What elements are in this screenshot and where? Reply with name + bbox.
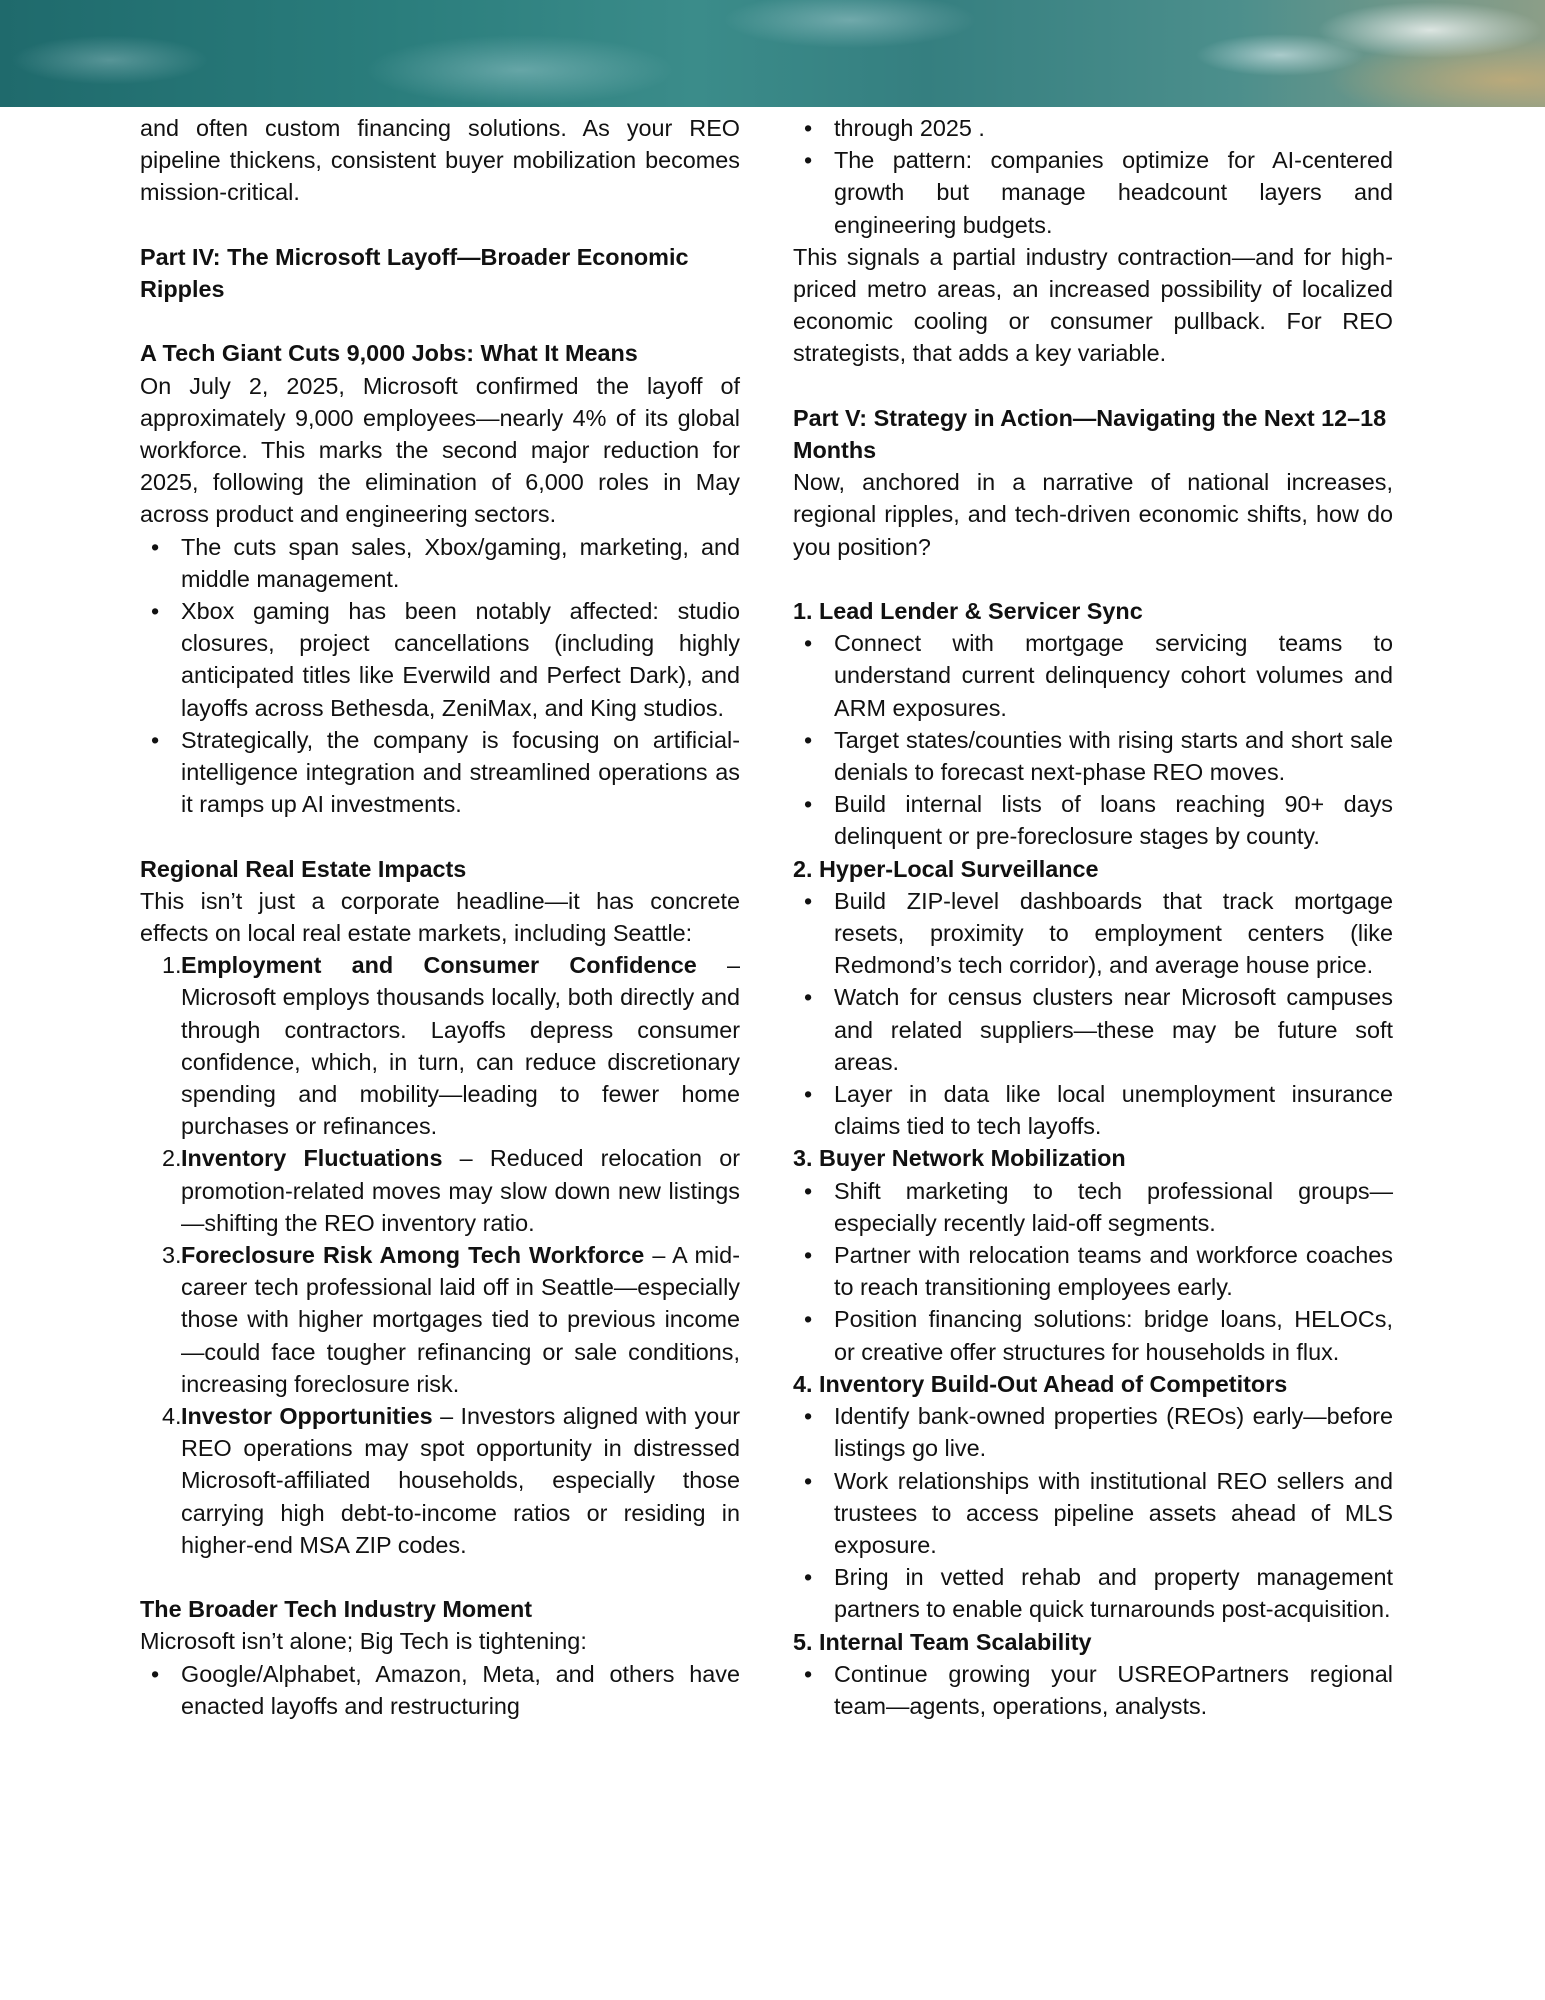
list-item: • Work relationships with institutional REO sellers and trustees to access pipeline assets ahead of MLS exposure. <box>793 1465 1393 1562</box>
list-item: 4. Investor Opportunities – Investors aligned with your REO operations may spot opportunity in distressed Microsoft-affiliated households, especially those carrying high debt-to-income ratios or residing in higher-end MSA ZIP codes. <box>162 1403 741 1558</box>
list-item: 2. Inventory Fluctuations – Reduced relocation or promotion-related moves may slow down new listings—shifting the REO inventory ratio. <box>162 1145 740 1236</box>
broader-tech-list <box>140 1658 740 1722</box>
list-item: • The pattern: companies optimize for AI-centered growth but manage headcount layers and engineering budgets. <box>793 144 1393 241</box>
list-item: • Layer in data like local unemployment insurance claims tied to tech layoffs. <box>793 1078 1393 1142</box>
list-item: • Google/Alphabet, Amazon, Meta, and others have enacted layoffs and restructuring <box>140 1658 740 1722</box>
list-item: • Build ZIP-level dashboards that track mortgage resets, proximity to employment centers (like Redmond’s tech corridor), and average house price. <box>793 885 1393 982</box>
list-item: • Strategically, the company is focusing on artificial-intelligence integration and streamlined operations as it ramps up AI investments. <box>140 724 740 821</box>
list-item: • Xbox gaming has been notably affected: studio closures, project cancellations (including highly anticipated titles like Everwild and Perfect Dark), and layoffs across Bethesda, ZeniMax, and King studios. <box>140 595 740 724</box>
part-v-heading: Part V: Strategy in Action—Navigating the Next 12–18 Months <box>793 404 1387 464</box>
list-item: • Target states/counties with rising starts and short sale denials to forecast next-phase REO moves. <box>793 724 1393 788</box>
section-heading: 1. Lead Lender & Servicer Sync <box>793 598 1143 625</box>
list-item: • through 2025 . <box>793 112 1393 144</box>
section-list <box>793 1175 1393 1368</box>
regional-impacts-list <box>140 949 740 1561</box>
ocean-header-image <box>0 0 1545 107</box>
tech-giant-paragraph: On July 2, 2025, Microsoft confirmed the layoff of approximately 9,000 employees—nearly 4% of its global workforce. This marks the second major reduction for 2025, following the elimination of 6,000 roles in May across product and engineering sectors. <box>140 372 740 528</box>
section-list <box>793 627 1393 852</box>
section-heading: 2. Hyper-Local Surveillance <box>793 855 1099 882</box>
continued-list <box>793 112 1393 241</box>
section-list <box>793 1400 1393 1625</box>
list-item: • The cuts span sales, Xbox/gaming, marketing, and middle management. <box>140 531 740 595</box>
regional-paragraph: This isn’t just a corporate headline—it has concrete effects on local real estate markets, including Seattle: <box>140 887 740 947</box>
list-item: • Bring in vetted rehab and property management partners to enable quick turnarounds post-acquisition. <box>793 1561 1393 1625</box>
part-v-paragraph: Now, anchored in a narrative of national increases, regional ripples, and tech-driven economic shifts, how do you position? <box>793 469 1393 560</box>
intro-paragraph: and often custom financing solutions. As your REO pipeline thickens, consistent buyer mobilization becomes mission-critical. <box>140 115 740 206</box>
tech-giant-heading: A Tech Giant Cuts 9,000 Jobs: What It Means <box>140 340 638 367</box>
list-item: • Build internal lists of loans reaching 90+ days delinquent or pre-foreclosure stages by county. <box>793 788 1393 852</box>
right-column <box>793 112 1393 1722</box>
section-list <box>793 1658 1393 1722</box>
section-heading: 5. Internal Team Scalability <box>793 1628 1092 1655</box>
list-item: • Continue growing your USREOPartners regional team—agents, operations, analysts. <box>793 1658 1393 1722</box>
list-item: • Shift marketing to tech professional groups—especially recently laid-off segments. <box>793 1175 1393 1239</box>
broader-tech-paragraph: Microsoft isn’t alone; Big Tech is tightening: <box>140 1628 587 1655</box>
section-heading: 3. Buyer Network Mobilization <box>793 1145 1126 1172</box>
signals-paragraph: This signals a partial industry contraction—and for high-priced metro areas, an increased possibility of localized economic cooling or consumer pullback. For REO strategists, that adds a key variable. <box>793 243 1393 367</box>
list-item: • Identify bank-owned properties (REOs) early—before listings go live. <box>793 1400 1393 1464</box>
list-item: • Connect with mortgage servicing teams to understand current delinquency cohort volumes and ARM exposures. <box>793 627 1393 724</box>
part-iv-heading: Part IV: The Microsoft Layoff—Broader Economic Ripples <box>140 243 689 302</box>
broader-tech-heading: The Broader Tech Industry Moment <box>140 1596 533 1623</box>
list-item: • Watch for census clusters near Microsoft campuses and related suppliers—these may be future soft areas. <box>793 981 1393 1078</box>
left-column <box>140 112 740 1722</box>
section-list <box>793 885 1393 1143</box>
tech-giant-list <box>140 531 740 821</box>
list-item: 3. Foreclosure Risk Among Tech Workforce – A mid-career tech professional laid off in Seattle—especially those with higher mortgages tied to previous income—could face tougher refinancing or sale conditions, increasing foreclosure risk. <box>162 1242 740 1397</box>
list-item: • Partner with relocation teams and workforce coaches to reach transitioning employees early. <box>793 1239 1393 1303</box>
list-item: • Position financing solutions: bridge loans, HELOCs, or creative offer structures for households in flux. <box>793 1303 1393 1367</box>
regional-heading: Regional Real Estate Impacts <box>140 855 467 882</box>
list-item: 1. Employment and Consumer Confidence – Microsoft employs thousands locally, both directly and through contractors. Layoffs depress consumer confidence, which, in turn, can reduce discretionary spending and mobility—leading to fewer home purchases or refinances. <box>162 952 740 1140</box>
section-heading: 4. Inventory Build-Out Ahead of Competitors <box>793 1370 1288 1397</box>
